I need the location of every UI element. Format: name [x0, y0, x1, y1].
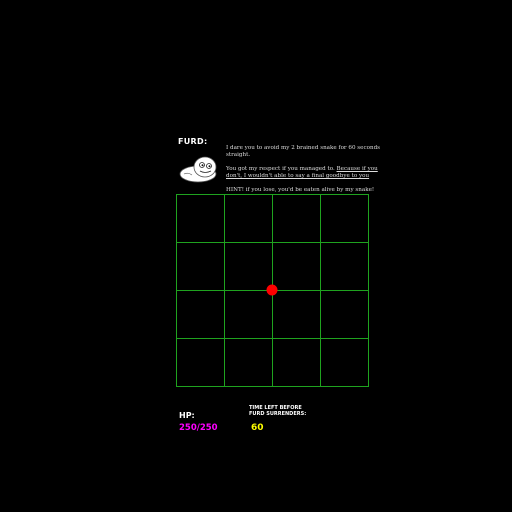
hp-value: 250/250	[179, 423, 218, 433]
furd-portrait-icon	[178, 155, 218, 183]
timer-value: 60	[251, 423, 264, 433]
dialogue-box	[226, 145, 392, 201]
game-board[interactable]	[176, 194, 369, 387]
dialogue-line	[226, 166, 392, 180]
dialogue-hint: HINT! if you lose, you'd be eaten alive by my snake!	[226, 187, 375, 193]
hp-label: HP:	[179, 411, 195, 420]
dialogue-underlined-text: Because if you don't, I wouldn't able to say a final goodbye to you	[226, 166, 378, 179]
speaker-name: FURD:	[178, 137, 208, 146]
dialogue-text: You got my respect if you managed to.	[226, 166, 337, 172]
timer-label: TIME LEFT BEFORE FURD SURRENDERS:	[249, 405, 307, 417]
dialogue-line: I dare you to avoid my 2 brained snake for 60 seconds straight.	[226, 145, 381, 158]
player-heart-icon[interactable]	[267, 285, 278, 296]
